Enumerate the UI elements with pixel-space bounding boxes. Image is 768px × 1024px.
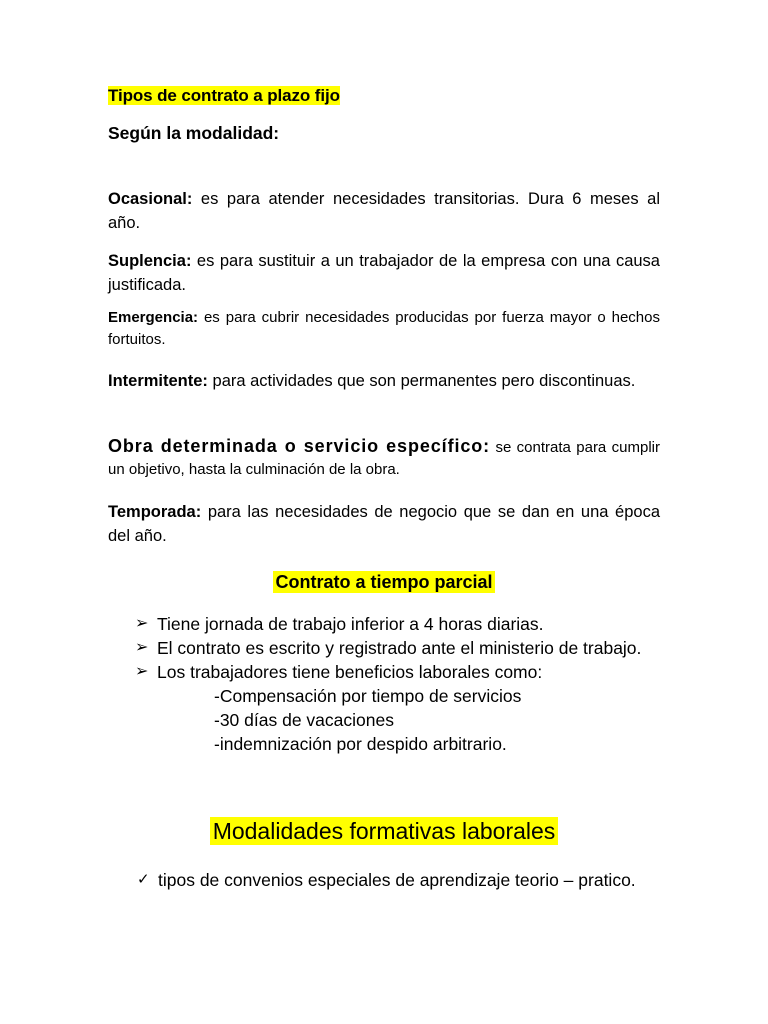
definition-description: es para atender necesidades transitorias. Dura 6 meses al año. (108, 189, 660, 232)
definition-description: para actividades que son permanentes pero discontinuas. (207, 371, 636, 390)
list-item-label: Tiene jornada de trabajo inferior a 4 horas diarias. (157, 614, 544, 634)
definition-description: es para cubrir necesidades producidas por fuerza mayor o hechos fortuitos. (108, 309, 660, 348)
section-heading-modalidades-formativas (0, 816, 768, 846)
definition-intermitente (108, 369, 660, 393)
definition-term: Obra determinada o servicio específico: (108, 436, 491, 456)
subheading-text: Según la modalidad: (108, 123, 280, 143)
section-heading-highlight: Contrato a tiempo parcial (275, 572, 493, 592)
list-item (135, 660, 665, 756)
definition-description: para las necesidades de negocio que se dan en una época del año. (108, 502, 660, 545)
definition-suplencia (108, 249, 660, 297)
list-item-label: El contrato es escrito y registrado ante el ministerio de trabajo. (157, 638, 642, 658)
definition-term: Temporada: (108, 502, 202, 521)
page-title (108, 85, 340, 107)
part-time-bullet-list (135, 612, 665, 756)
subheading-modalidad (108, 122, 279, 144)
list-item-label: Los trabajadores tiene beneficios laborales como: (157, 662, 543, 682)
section-heading-contrato-tiempo-parcial (0, 570, 768, 594)
definition-term: Ocasional: (108, 189, 193, 208)
definition-description: se contrata para cumplir un objetivo, hasta la culminación de la obra. (108, 439, 660, 478)
arrow-bullet-icon: ➢ (135, 639, 149, 656)
check-bullet-icon: ✓ (137, 871, 150, 888)
sub-list-item: -Compensación por tiempo de servicios (214, 686, 522, 706)
definition-term: Emergencia: (108, 309, 199, 326)
arrow-bullet-icon: ➢ (135, 615, 149, 632)
list-item (135, 636, 665, 660)
list-item (135, 612, 665, 636)
definition-term: Intermitente: (108, 371, 208, 390)
definition-ocasional (108, 187, 660, 235)
sub-list-item: -30 días de vacaciones (214, 710, 394, 730)
section-heading-highlight: Modalidades formativas laborales (210, 817, 559, 845)
benefits-sub-list (157, 684, 665, 756)
list-item-label: tipos de convenios especiales de aprendizaje teorio – pratico. (158, 870, 636, 890)
definition-temporada (108, 500, 660, 548)
definition-term: Suplencia: (108, 251, 192, 270)
definition-emergencia (108, 307, 660, 351)
sub-list-item: -indemnización por despido arbitrario. (214, 734, 507, 754)
arrow-bullet-icon: ➢ (135, 663, 149, 680)
page-title-highlight: Tipos de contrato a plazo fijo (108, 86, 340, 105)
list-item (137, 868, 657, 892)
training-check-list (137, 868, 657, 892)
definition-obra-determinada (108, 435, 660, 481)
definition-description: es para sustituir a un trabajador de la empresa con una causa justificada. (108, 251, 660, 294)
